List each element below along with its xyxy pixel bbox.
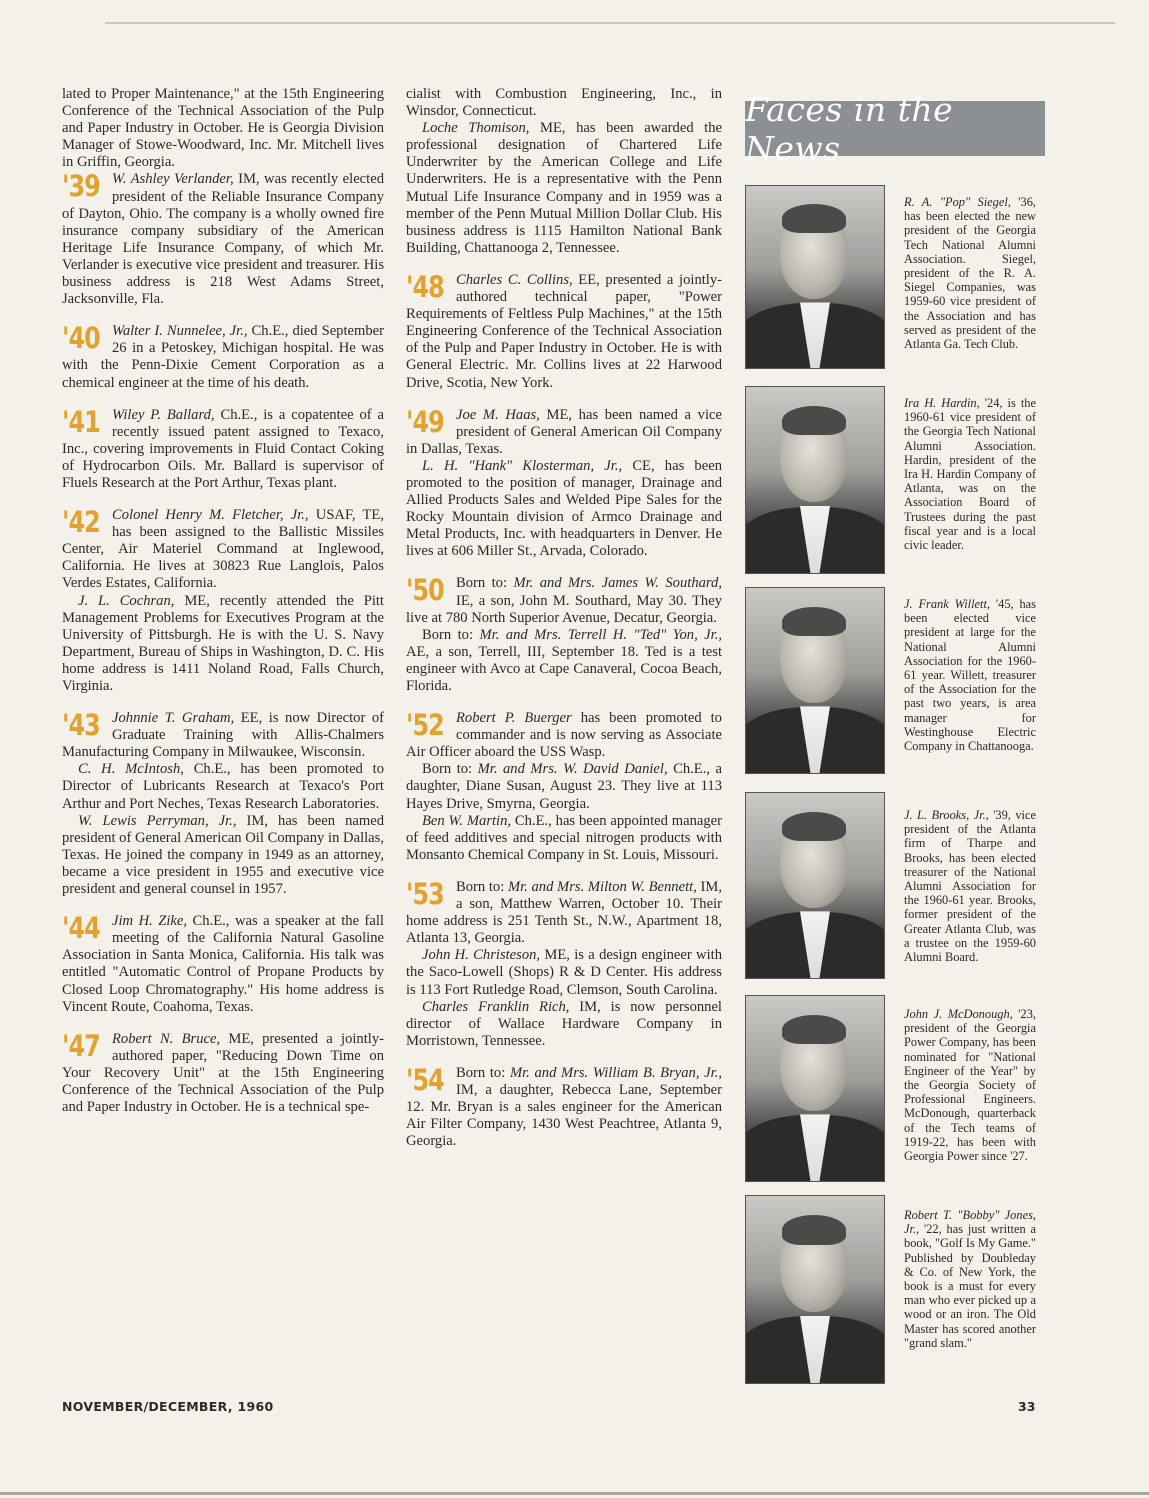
page-number: 33	[1018, 1399, 1036, 1414]
class-note-40	[62, 323, 384, 391]
alumnus-name: Robert N. Bruce,	[112, 1030, 221, 1047]
born-to-lead: Born to:	[422, 761, 478, 778]
class-note-43	[62, 710, 384, 898]
portrait-hardin	[745, 386, 883, 574]
caption-text: '45, has been elected vice president at large for the National Alumni Association for the 1960-61 year. Willett, treasurer of the Association for the past two years, is area manager for Westinghouse Electric Company in Chattanooga.	[904, 597, 1036, 754]
born-to-lead: Born to:	[422, 626, 480, 643]
left-intro: lated to Proper Maintenance," at the 15th Engineering Conference of the Technical Association of the Pulp and Paper Industry in October. He is Georgia Division Manager of Stowe-Woodward, Inc. Mr. Mitchell lives in Griffin, Georgia.	[62, 86, 384, 171]
note-text: IM, was recently elected president of the Reliable Insurance Company of Dayton, Ohio. The company is a wholly owned fire insurance company subsidiary of the American Heritage Life Insurance Company, of which Mr. Verlander is executive vice president and treasurer. His business address is 218 West Adams Street, Jacksonville, Fla.	[62, 171, 384, 308]
mid-intro	[406, 86, 722, 257]
alumnus-name: J. L. Cochran,	[78, 592, 175, 609]
class-year: '44	[62, 911, 100, 946]
class-note-52	[406, 710, 722, 864]
class-year: '48	[406, 269, 444, 304]
portrait-photo	[745, 1195, 885, 1384]
alumnus-name: Joe M. Haas,	[456, 406, 540, 423]
caption-name: Robert T. "Bobby" Jones, Jr.,	[904, 1208, 1036, 1237]
alumnus-name: John H. Christeson,	[422, 947, 541, 964]
note-text: IM, has been named president of General American Oil Company in Dallas, Texas. He joined the company in 1949 as an attorney, became a vice president in 1955 and executive vice president and general counsel in 1957.	[62, 812, 384, 898]
alumnus-name: Charles Franklin Rich,	[422, 998, 570, 1015]
alumnus-name: Walter I. Nunnelee, Jr.,	[112, 323, 248, 340]
class-note-50	[406, 575, 722, 695]
caption-mcdonough	[904, 1007, 1036, 1163]
portrait-photo	[745, 792, 885, 979]
caption-siegel	[904, 195, 1036, 351]
portrait-siegel	[745, 185, 883, 369]
alumnus-name: L. H. "Hank" Klosterman, Jr.,	[422, 457, 623, 474]
caption-text: '36, has been elected the new president of the Georgia Tech National Alumni Association. Siegel, president of the R. A. Siegel Companies, was 1959-60 vice president of the Association and has served as president of the Atlanta Ga. Tech Club.	[904, 195, 1036, 352]
class-note-42	[62, 507, 384, 695]
caption-hardin	[904, 396, 1036, 552]
note-text: USAF, TE, has been assigned to the Ballistic Missiles Center, Air Materiel Command at Inglewood, California. He lives at 30823 Rue Langlois, Palos Verdes Estates, California.	[62, 507, 384, 592]
caption-willett	[904, 597, 1036, 753]
class-note-47	[62, 1028, 384, 1116]
class-year: '43	[62, 708, 100, 743]
left-column	[62, 86, 384, 1131]
issue-date: NOVEMBER/DECEMBER, 1960	[62, 1399, 274, 1414]
note-text: EE, is now Director of Graduate Training with Allis-Chalmers Manufacturing Company in Milwaukee, Wisconsin.	[62, 710, 384, 761]
born-to-lead: Born to:	[456, 1064, 510, 1081]
caption-name: Ira H. Hardin,	[904, 396, 980, 410]
portrait-photo	[745, 995, 885, 1182]
caption-text: '22, has just written a book, "Golf Is My Game." Published by Doubleday & Co. of New York, the book is a must for every man who ever picked up a wood or an iron. The Old Master has scored another "grand slam."	[904, 1222, 1036, 1350]
caption-name: J. Frank Willett,	[904, 597, 991, 611]
note-text: IE, a son, John M. Southard, May 30. They live at 780 North Superior Avenue, Decatur, Georgia.	[406, 592, 722, 626]
born-to-lead: Born to:	[456, 878, 508, 895]
caption-text: '24, is the 1960-61 vice president of the Georgia Tech National Alumni Association. Hardin, president of the Ira H. Hardin Company of Atlanta, was on the Association Board of Trustees during the past fiscal year and is a local civic leader.	[904, 396, 1036, 553]
note-text: Ch.E., has been promoted to Director of Lubricants Research at Texaco's Port Arthur and Port Neches, Texas Research Laboratories.	[62, 761, 384, 812]
note-text: ME, is a design engineer with the Saco-Lowell (Shops) R & D Center. His address is 113 Fort Rutledge Road, Clemson, South Carolina.	[406, 947, 722, 998]
portrait-photo	[745, 185, 885, 369]
caption-jones	[904, 1208, 1036, 1350]
alumnus-name: Robert P. Buerger	[456, 710, 572, 727]
class-note-54	[406, 1062, 722, 1150]
caption-name: R. A. "Pop" Siegel,	[904, 195, 1011, 209]
note-text: Ch.E., died September 26 in a Petoskey, Michigan hospital. He was with the Penn-Dixie Cement Corporation as a chemical engineer at the time of his death.	[62, 323, 384, 391]
note-text: Ch.E., is a copatentee of a recently issued patent assigned to Texaco, Inc., covering improvements in Fluid Contact Coking of Hydrocarbon Oils. Mr. Ballard is supervisor of Fluels Research at the Port Arthur, Texas plant.	[62, 406, 385, 491]
top-rule	[105, 22, 1115, 24]
portrait-willett	[745, 587, 883, 774]
class-year: '40	[62, 321, 100, 356]
caption-name: John J. McDonough,	[904, 1007, 1013, 1021]
alumnus-name: Jim H. Zike,	[112, 913, 188, 930]
note-text: EE, presented a jointly-authored technical paper, "Power Requirements of Feltless Pulp Machines," at the 15th Engineering Conference of the Technical Association of the Pulp and Paper Industry in October. He is with General Electric. Mr. Collins lives at 22 Harwood Drive, Scotia, New York.	[406, 271, 723, 391]
class-year: '47	[62, 1028, 100, 1063]
note-text: ME, presented a jointly-authored paper, "Reducing Down Time on Your Recovery Unit" at the 15th Engineering Conference of the Technical Association of the Pulp and Paper Industry in October. He is a technical spe-	[62, 1030, 384, 1116]
alumnus-name: W. Ashley Verlander,	[112, 171, 234, 188]
middle-column	[406, 86, 722, 1165]
parent-names: Mr. and Mrs. Terrell H. "Ted" Yon, Jr.,	[479, 626, 723, 643]
note-text: AE, a son, Terrell, III, September 18. Ted is a test engineer with Avco at Cape Canaveral, Cocoa Beach, Florida.	[406, 643, 722, 694]
note-text: ME, has been awarded the professional designation of Chartered Life Underwriter by the American College and Life Underwriters. He is a representative with the Penn Mutual Life Insurance Company and in 1959 was a member of the Penn Mutual Million Dollar Club. His business address is 1115 Hamilton National Bank Building, Chattanooga 2, Tennessee.	[406, 120, 722, 256]
alumnus-name: Charles C. Collins,	[456, 271, 573, 288]
class-year: '52	[406, 708, 444, 743]
class-note-41	[62, 404, 385, 492]
parent-names: Mr. and Mrs. W. David Daniel,	[477, 761, 668, 778]
alumnus-name: Johnnie T. Graham,	[112, 710, 235, 727]
parent-names: Mr. and Mrs. William B. Bryan, Jr.,	[509, 1064, 722, 1081]
note-text: IM, a son, Matthew Warren, October 10. Their home address is 251 Tenth St., N.W., Apartment 18, Atlanta 13, Georgia.	[406, 878, 723, 947]
bottom-rule	[0, 1492, 1149, 1495]
class-note-44	[62, 913, 384, 1016]
class-note-49	[406, 404, 722, 561]
note-text: Ch.E., was a speaker at the fall meeting of the California Natural Gasoline Association in Santa Monica, California. His talk was entitled "Automatic Control of Propane Products by Closed Loop Chromatography." His home address is Vincent Route, Coahoma, Texas.	[62, 913, 384, 1015]
alumnus-name: Wiley P. Ballard,	[112, 406, 215, 423]
class-note-53	[406, 876, 723, 1050]
alumnus-name: Loche Thomison,	[422, 120, 530, 137]
portrait-brooks	[745, 792, 883, 979]
faces-in-the-news-header: Faces in the News	[745, 101, 1045, 156]
alumnus-name: C. H. McIntosh,	[78, 761, 184, 778]
portrait-mcdonough	[745, 995, 883, 1182]
class-year: '49	[406, 404, 444, 439]
note-text: Ch.E., has been appointed manager of feed additives and special nitrogen products with Monsanto Chemical Company in St. Louis, Missouri.	[406, 812, 723, 863]
alumnus-name: W. Lewis Perryman, Jr.,	[78, 812, 237, 829]
note-text: IM, is now personnel director of Wallace Hardware Company in Morristown, Tennessee.	[406, 998, 722, 1049]
continued-text: cialist with Combustion Engineering, Inc., in Winsdor, Connecticut.	[406, 86, 722, 120]
portrait-photo	[745, 587, 885, 774]
class-year: '54	[406, 1062, 444, 1097]
caption-brooks	[904, 808, 1036, 964]
portrait-jones	[745, 1195, 883, 1384]
class-year: '39	[62, 169, 100, 204]
class-note-48	[406, 269, 723, 392]
caption-name: J. L. Brooks, Jr.,	[904, 808, 989, 822]
class-year: '53	[406, 876, 444, 911]
class-year: '50	[406, 573, 444, 608]
class-year: '41	[62, 404, 100, 439]
note-text: Ch.E., a daughter, Diane Susan, August 23. They live at 113 Hayes Drive, Smyrna, Georgia.	[406, 761, 722, 812]
parent-names: Mr. and Mrs. James W. Southard,	[513, 575, 722, 592]
note-text: ME, recently attended the Pitt Management Problems for Executives Program at the University of Pittsburgh. He is with the U. S. Navy Department, Bureau of Ships in Washington, D. C. His home address is 1411 Noland Road, Falls Church, Virginia.	[62, 592, 384, 694]
note-text: has been promoted to commander and is now serving as Associate Air Officer aboard the USS Wasp.	[406, 710, 722, 761]
parent-names: Mr. and Mrs. Milton W. Bennett,	[507, 878, 697, 895]
class-note-39	[62, 171, 384, 308]
caption-text: '23, president of the Georgia Power Company, has been nominated for "National Engineer of the Year" by the Georgia Society of Professional Engineers. McDonough, quarterback of the Tech teams of 1919-22, has been with Georgia Power since '27.	[904, 1007, 1037, 1164]
note-text: CE, has been promoted to the position of manager, Drainage and Allied Products Sales and Welded Pipe Sales for the Rocky Mountain division of Armco Drainage and Metal Products, Inc. with headquarters in Denver. He lives at 606 Miller St., Arvada, Colorado.	[406, 457, 722, 560]
portrait-photo	[745, 386, 885, 574]
alumnus-name: Ben W. Martin,	[422, 812, 512, 829]
note-text: ME, has been named a vice president of General American Oil Company in Dallas, Texas.	[406, 406, 722, 457]
class-year: '42	[62, 505, 100, 540]
note-text: IM, a daughter, Rebecca Lane, September 12. Mr. Bryan is a sales engineer for the American Air Filter Company, 1430 West Peachtree, Atlanta 9, Georgia.	[406, 1081, 722, 1150]
caption-text: '39, vice president of the Atlanta firm of Tharpe and Brooks, has been elected treasurer of the National Alumni Association for the 1960-61 year. Brooks, former president of the Greater Atlanta Club, was a trustee on the 1959-60 Alumni Board.	[904, 808, 1036, 965]
alumnus-name: Colonel Henry M. Fletcher, Jr.,	[112, 507, 309, 524]
born-to-lead: Born to:	[456, 575, 514, 592]
